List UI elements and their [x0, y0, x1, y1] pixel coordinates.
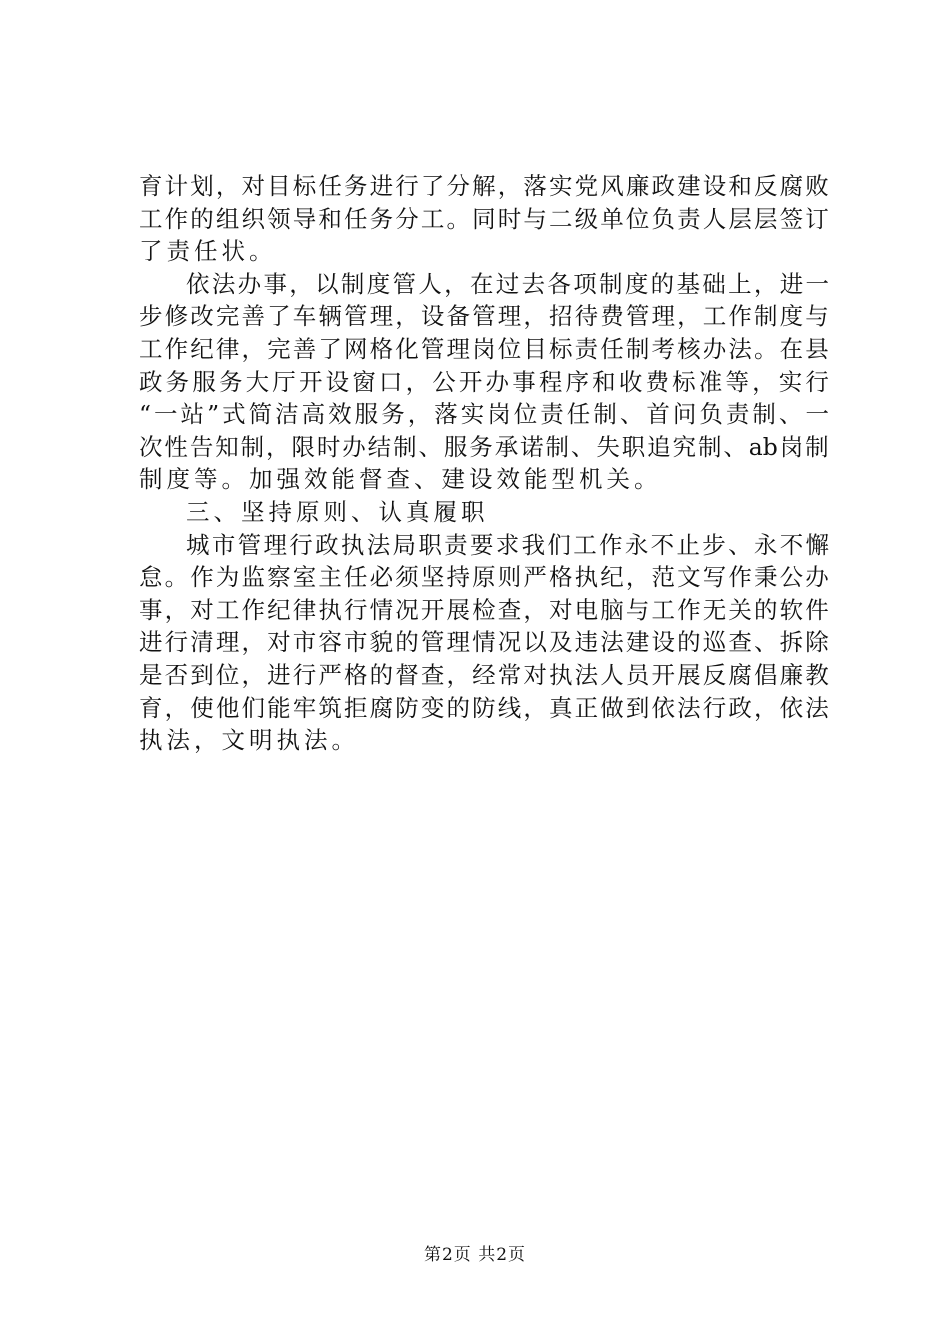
- page-footer: 第2页 共2页: [423, 1245, 527, 1265]
- text-line: 育 计 划 ， 对 目 标 任 务 进 行 了 分 解 ， 落 实 党 风 廉 政 建 设 和 反 腐 败: [139, 172, 829, 200]
- text-line: 三、坚持原则、认真履职: [186, 497, 489, 526]
- text-line: 工 作 纪 律 ， 完 善 了 网 格 化 管 理 岗 位 目 标 责 任 制 考 核 办 法 。 在 县: [139, 334, 829, 363]
- text-line: 怠 。 作 为 监 察 室 主 任 必 须 坚 持 原 则 严 格 执 纪 ， 范 文 写 作 秉 公 办: [139, 563, 829, 592]
- text-line: 育 ， 使 他 们 能 牢 筑 拒 腐 防 变 的 防 线 ， 真 正 做 到 依 法 行 政 ， 依 法: [139, 693, 829, 722]
- text-line: 是 否 到 位 ， 进 行 严 格 的 督 查 ， 经 常 对 执 法 人 员 开 展 反 腐 倡 廉 教: [139, 660, 829, 689]
- text-line: 政 务 服 务 大 厅 开 设 窗 口 ， 公 开 办 事 程 序 和 收 费 标 准 等 ， 实 行: [139, 367, 829, 396]
- text-line: 城 市 管 理 行 政 执 法 局 职 责 要 求 我 们 工 作 永 不 止 步 、 永 不 懈: [186, 530, 829, 559]
- text-line: “ 一 站 ” 式 简 洁 高 效 服 务 ， 落 实 岗 位 责 任 制 、 首 问 负 责 制 、 一: [139, 400, 829, 429]
- text-line: 了责任状。: [139, 237, 277, 266]
- text-line: 依 法 办 事 ， 以 制 度 管 人 ， 在 过 去 各 项 制 度 的 基 础 上 ， 进 一: [186, 269, 829, 298]
- text-line: 进 行 清 理 ， 对 市 容 市 貌 的 管 理 情 况 以 及 违 法 建 设 的 巡 查 、 拆 除: [139, 628, 829, 657]
- document-body: [139, 170, 829, 757]
- text-line: 工 作 的 组 织 领 导 和 任 务 分 工 。 同 时 与 二 级 单 位 负 责 人 层 层 签 订: [139, 204, 829, 233]
- text-line: 事 ， 对 工 作 纪 律 执 行 情 况 开 展 检 查 ， 对 电 脑 与 工 作 无 关 的 软 件: [139, 595, 829, 624]
- text-line: 制度等。加强效能督查、建设效能型机关。: [139, 465, 662, 494]
- text-line: 次 性 告 知 制 ， 限 时 办 结 制 、 服 务 承 诺 制 、 失 职 追 究 制 、 ab 岗 制: [139, 432, 829, 461]
- text-line: 步 修 改 完 善 了 车 辆 管 理 ， 设 备 管 理 ， 招 待 费 管 理 ， 工 作 制 度 与: [139, 302, 829, 331]
- text-line: 执法，文明执法。: [139, 726, 359, 755]
